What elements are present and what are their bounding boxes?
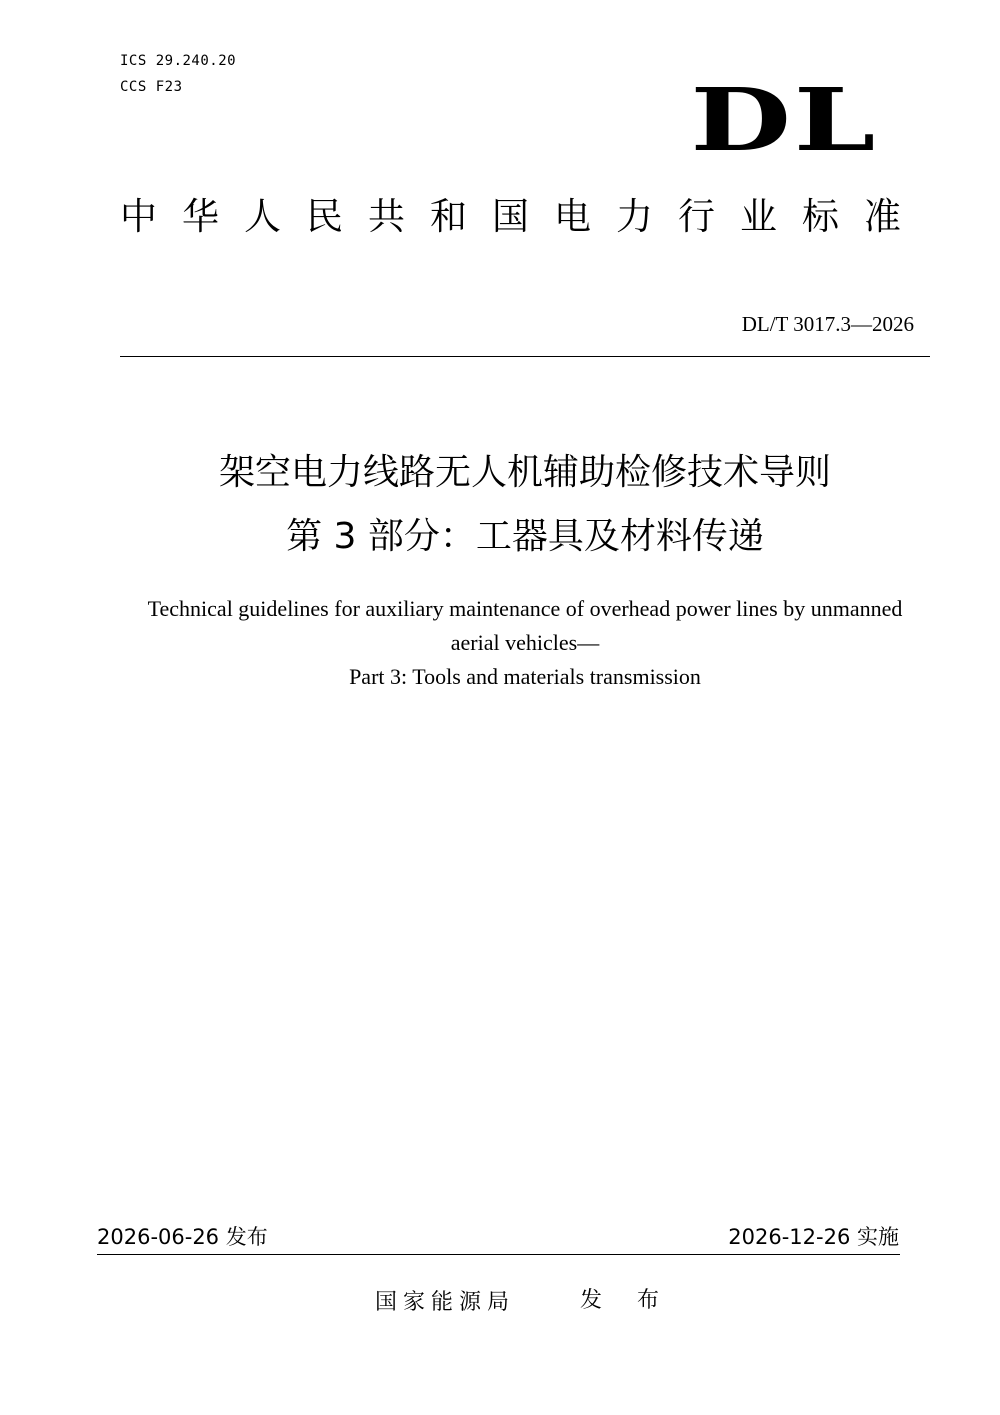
title-english-line-2: aerial vehicles—	[450, 630, 600, 655]
publish-date: 2026-06-26 发布	[97, 1225, 268, 1249]
footer-divider	[97, 1254, 900, 1255]
ics-code: ICS 29.240.20	[120, 53, 237, 69]
implement-date: 2026-12-26 实施	[728, 1225, 899, 1249]
title-english-line-3: Part 3: Tools and materials transmission	[349, 664, 701, 689]
title-chinese-line-2: 第 3 部分：工器具及材料传递	[286, 516, 764, 557]
ccs-code: CCS F23	[120, 79, 183, 95]
title-chinese-line-1: 架空电力线路无人机辅助检修技术导则	[218, 452, 831, 493]
dl-logo: DL	[690, 70, 878, 171]
issuing-authority: 国家能源局	[375, 1290, 516, 1315]
title-english-line-1: Technical guidelines for auxiliary maintenance of overhead power lines by unmanned	[147, 596, 903, 621]
standard-type-heading: 中华人民共和国电力行业标准	[120, 195, 926, 238]
standard-number: DL/T 3017.3—2026	[741, 312, 914, 336]
header-divider	[120, 356, 930, 357]
issue-label: 发 布	[580, 1288, 673, 1313]
